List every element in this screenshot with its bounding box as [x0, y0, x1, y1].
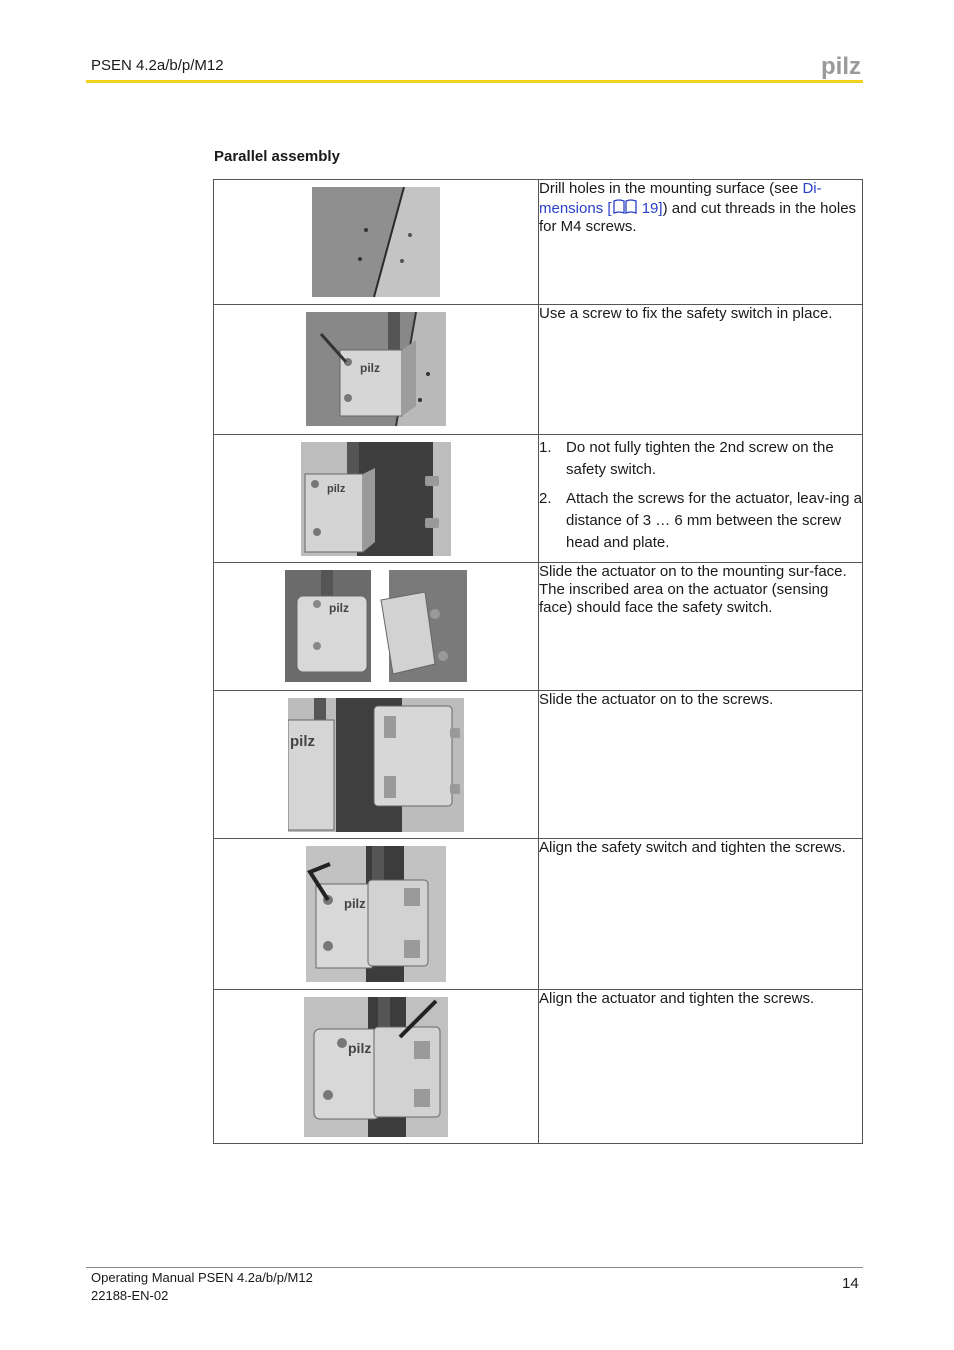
switch-fixed-image [306, 312, 446, 426]
footer-doc-number: 22188-EN-02 [91, 1288, 169, 1303]
step-image-cell [214, 435, 539, 563]
table-row [214, 691, 863, 839]
header-rule [86, 80, 863, 83]
step-text-cell: Use a screw to fix the safety switch in place. [539, 305, 863, 435]
list-item: 2. Attach the screws for the actuator, leav-ing a distance of 3 … 6 mm between the screw head and plate. [539, 490, 862, 551]
svg-text:pilz: pilz [329, 601, 349, 615]
table-row [214, 990, 863, 1144]
pilz-logo [820, 52, 864, 80]
svg-text:pilz: pilz [327, 483, 346, 495]
step-text-cell: Drill holes in the mounting surface (see Di- mensions [ 19]) and cut threads in the holes for M4 screws. [539, 180, 863, 305]
svg-text:pilz: pilz [360, 361, 380, 375]
step-text-cell: Align the actuator and tighten the screws. [539, 990, 863, 1144]
assembly-steps-table [213, 179, 863, 1144]
table-row [214, 180, 863, 305]
step-image-cell [214, 839, 539, 990]
page-number: 14 [842, 1275, 859, 1292]
align-switch-image [306, 846, 446, 982]
header-title: PSEN 4.2a/b/p/M12 [91, 57, 224, 74]
svg-text:pilz: pilz [348, 1040, 372, 1056]
table-row [214, 563, 863, 691]
footer-manual-title: Operating Manual PSEN 4.2a/b/p/M12 [91, 1270, 313, 1285]
actuator-screws-image [301, 442, 451, 556]
step-image-cell [214, 563, 539, 691]
slide-actuator-surface-image [285, 570, 467, 682]
step-text-cell [539, 435, 863, 563]
table-row [214, 305, 863, 435]
footer-rule [86, 1267, 863, 1268]
list-item: 1. Do not fully tighten the 2nd screw on the safety switch. [539, 439, 834, 478]
table-row [214, 435, 863, 563]
step-text-cell: Align the safety switch and tighten the screws. [539, 839, 863, 990]
svg-text:pilz: pilz [290, 733, 315, 750]
svg-text:pilz: pilz [344, 896, 366, 911]
step-image-cell [214, 990, 539, 1144]
slide-actuator-screws-image [288, 698, 464, 832]
step-image-cell [214, 305, 539, 435]
step-image-cell [214, 180, 539, 305]
step-text-cell: Slide the actuator on to the screws. [539, 691, 863, 839]
step-image-cell [214, 691, 539, 839]
table-row [214, 839, 863, 990]
dimensions-link[interactable]: Di- mensions [ 19] [539, 180, 822, 217]
step-text-cell: Slide the actuator on to the mounting sur-face. The inscribed area on the actuator (sensing face) should face the safety switch. [539, 563, 863, 691]
book-icon [612, 198, 638, 216]
align-actuator-image [304, 997, 448, 1137]
svg-text:pilz: pilz [821, 53, 861, 80]
section-title: Parallel assembly [214, 148, 340, 165]
step-list [539, 437, 862, 554]
drilled-surface-image [312, 187, 440, 297]
